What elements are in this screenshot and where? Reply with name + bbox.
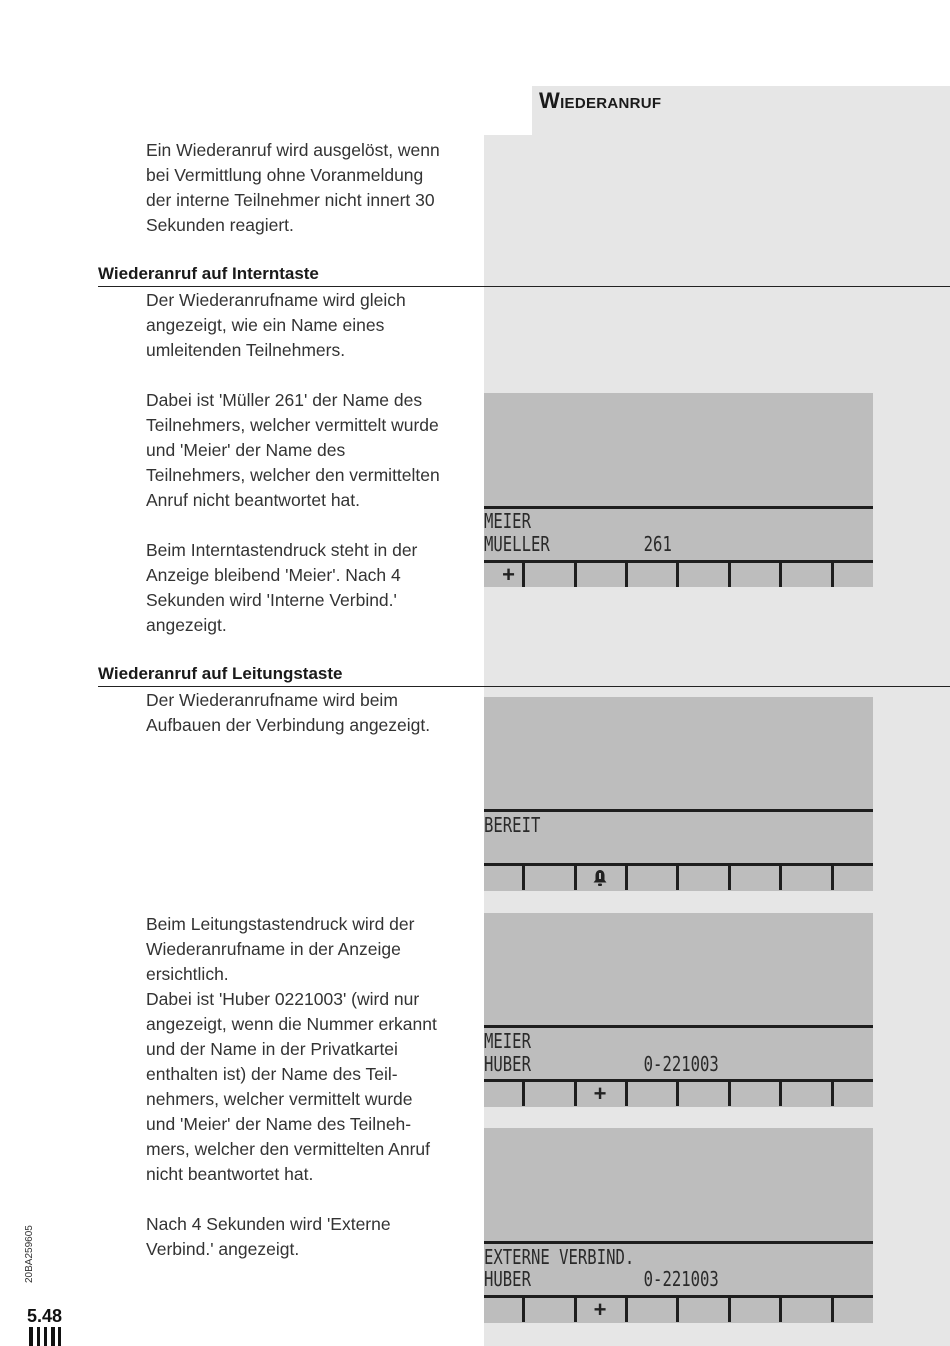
section-rule <box>98 686 950 687</box>
softkey[interactable] <box>676 1298 725 1322</box>
section2-para3: Nach 4 Sekunden wird 'Externe Verbind.' angezeigt. <box>146 1214 391 1259</box>
display-line-1: MEIER <box>484 509 531 533</box>
softkey-row <box>484 1298 873 1322</box>
bell-icon <box>592 869 608 887</box>
display-separator <box>484 1025 873 1028</box>
softkey[interactable] <box>676 866 725 890</box>
display-line-2: HUBER 0-221003 <box>484 1267 719 1291</box>
softkey[interactable] <box>728 563 777 587</box>
softkey[interactable] <box>779 563 828 587</box>
display-separator <box>484 1241 873 1244</box>
softkey[interactable] <box>625 866 674 890</box>
display-line-1: MEIER <box>484 1029 531 1053</box>
softkey[interactable] <box>522 1082 571 1106</box>
phone-display-4 <box>484 1128 873 1323</box>
section2-para2: Beim Leitungstastendruck wird der Wiederanrufname in der Anzeige ersichtlich. Dabei ist 'Huber 0221003' (wird nur angezeigt, wenn die Nummer erkannt und der Name in der Privatkartei enthalten ist) der Name des Teil- nehmers, welcher vermittelt wurde und 'Meier' der Name des Teilneh- mers, welcher den vermittelten Anruf nicht beantwortet hat. <box>146 914 437 1184</box>
phone-display-1 <box>484 393 873 587</box>
phone-display-2 <box>484 697 873 891</box>
phone-display-3 <box>484 913 873 1107</box>
intro-text: Ein Wiederanruf wird ausgelöst, wenn bei Vermittlung ohne Voranmeldung der interne Teilnehmer nicht innert 30 Sekunden reagiert. <box>146 140 440 235</box>
softkey[interactable] <box>728 1082 777 1106</box>
softkey[interactable] <box>676 1082 725 1106</box>
softkey[interactable] <box>484 866 522 890</box>
softkey[interactable] <box>574 563 623 587</box>
section-heading-leitungstaste: Wiederanruf auf Leitungstaste <box>98 664 343 683</box>
softkey[interactable] <box>779 1082 828 1106</box>
display-line-1: BEREIT <box>484 813 541 837</box>
display-line-2: MUELLER 261 <box>484 532 672 556</box>
softkey[interactable] <box>779 866 828 890</box>
softkey[interactable] <box>676 563 725 587</box>
section2-para1: Der Wiederanrufname wird beim Aufbauen der Verbindung angezeigt. <box>146 690 431 735</box>
section1-para2: Dabei ist 'Müller 261' der Name des Teilnehmers, welcher vermittelt wurde und 'Meier' der Name des Teilnehmers, welcher den vermittelten Anruf nicht beantwortet hat. <box>146 390 440 510</box>
display-separator <box>484 809 873 812</box>
softkey-plus-icon[interactable]: + <box>574 1082 623 1106</box>
softkey-bell-icon[interactable] <box>574 866 623 890</box>
softkey[interactable] <box>522 563 571 587</box>
section1-para3: Beim Interntastendruck steht in der Anzeige bleibend 'Meier'. Nach 4 Sekunden wird 'Interne Verbind.' angezeigt. <box>146 540 418 635</box>
softkey-plus-icon[interactable]: + <box>574 1298 623 1322</box>
softkey[interactable] <box>625 563 674 587</box>
section-heading-interntaste: Wiederanruf auf Interntaste <box>98 264 319 283</box>
page-marker-icon <box>29 1327 63 1346</box>
display-line-2: HUBER 0-221003 <box>484 1052 719 1076</box>
softkey[interactable] <box>728 1298 777 1322</box>
softkey[interactable] <box>728 866 777 890</box>
page-number: 5.48 <box>27 1306 63 1326</box>
softkey-row <box>484 1082 873 1106</box>
page-title: Wiederanruf <box>539 88 662 113</box>
softkey[interactable] <box>625 1298 674 1322</box>
document-id: 20BA259605 <box>24 1225 35 1283</box>
softkey[interactable] <box>831 1082 873 1106</box>
softkey[interactable] <box>522 866 571 890</box>
section-rule <box>98 286 950 287</box>
softkey[interactable] <box>484 1298 522 1322</box>
softkey[interactable] <box>779 1298 828 1322</box>
section1-para1: Der Wiederanrufname wird gleich angezeigt, wie ein Name eines umleitenden Teilnehmers. <box>146 290 406 360</box>
softkey[interactable] <box>522 1298 571 1322</box>
softkey[interactable] <box>484 1082 522 1106</box>
display-line-1: EXTERNE VERBIND. <box>484 1245 635 1269</box>
softkey-plus-icon[interactable]: + <box>502 562 515 587</box>
softkey-row <box>484 866 873 890</box>
softkey[interactable] <box>831 563 873 587</box>
softkey[interactable] <box>831 866 873 890</box>
softkey[interactable] <box>831 1298 873 1322</box>
softkey[interactable] <box>625 1082 674 1106</box>
display-separator <box>484 506 873 509</box>
softkey-row <box>484 563 873 587</box>
